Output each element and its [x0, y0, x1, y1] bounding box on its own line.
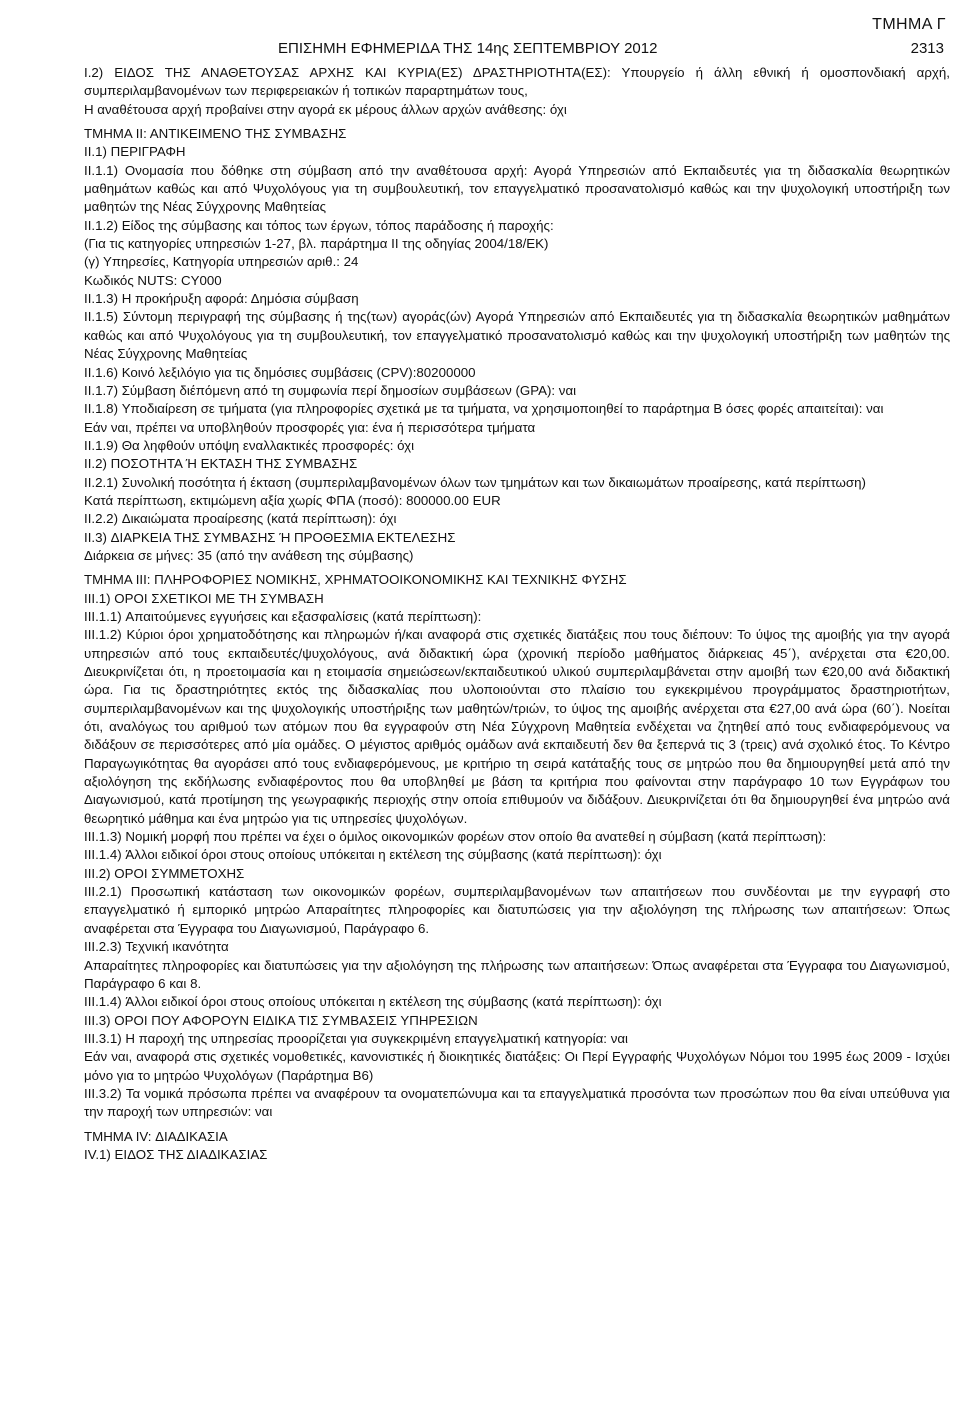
paragraph: II.1.2) Είδος της σύμβασης και τόπος των έργων, τόπος παράδοσης ή παροχής: [84, 217, 554, 233]
paragraph: II.3) ΔΙΑΡΚΕΙΑ ΤΗΣ ΣΥΜΒΑΣΗΣ Ή ΠΡΟΘΕΣΜΙΑ ΕΚΤΕΛΕΣΗΣ [84, 529, 456, 545]
paragraph: III.3.2) Τα νομικά πρόσωπα πρέπει να αναφέρουν τα ονοματεπώνυμα και τα επαγγελματικά προσόντα των προσώπων που θα είναι υπεύθυνα για την παροχή των υπηρεσιών: ναι [84, 1085, 950, 1120]
paragraph: I.2) ΕΙΔΟΣ ΤΗΣ ΑΝΑΘΕΤΟΥΣΑΣ ΑΡΧΗΣ ΚΑΙ ΚΥΡΙΑ(ΕΣ) ΔΡΑΣΤΗΡΙΟΤΗΤΑ(ΕΣ): Υπουργείο ή άλλη εθνική ή ομοσπονδιακή αρχή, συμπεριλαμβανομένων των περιφερειακών ή τοπικών παραρτημάτων τους, [84, 65, 950, 99]
paragraph: III.2.3) Τεχνική ικανότητα [84, 939, 229, 955]
section-label: ΤΜΗΜΑ Γ [872, 16, 946, 33]
paragraph: II.1.5) Σύντομη περιγραφή της σύμβασης ή της(των) αγοράς(ών) Αγορά Υπηρεσιών από Εκπαιδευτές για τη διδασκαλία θεωρητικών μαθημάτων καθώς και από Ψυχολόγους για τη συμβουλευτική, τον επαγγελματικό προσανατολισμό καθώς και την ψυχολογική υποστήριξη των μαθητών της Νέας Σύγχρονης Μαθητείας [84, 309, 950, 362]
paragraph: II.2) ΠΟΣΟΤΗΤΑ Ή ΕΚΤΑΣΗ ΤΗΣ ΣΥΜΒΑΣΗΣ [84, 456, 358, 472]
paragraph: III.1) ΟΡΟΙ ΣΧΕΤΙΚΟΙ ΜΕ ΤΗ ΣΥΜΒΑΣΗ [84, 590, 324, 606]
paragraph: III.3) ΟΡΟΙ ΠΟΥ ΑΦΟΡΟΥΝ ΕΙΔΙΚΑ ΤΙΣ ΣΥΜΒΑΣΕΙΣ ΥΠΗΡΕΣΙΩΝ [84, 1012, 478, 1028]
paragraph: II.1.7) Σύμβαση διέπόμενη από τη συμφωνία περί δημοσίων συμβάσεων (GPA): ναι [84, 382, 577, 398]
paragraph: III.2.1) Προσωπική κατάσταση των οικονομικών φορέων, συμπεριλαμβανομένων των απαιτήσεων που συνδέονται με την εγγραφή στο επαγγελματικό ή εμπορικό μητρώο Απαραίτητες πληροφορίες και διατυπώσεις για την αξιολόγηση της πλήρωσης των απαιτήσεων: Όπως αναφέρεται στα Έγγραφα του Διαγωνισμού, Παράγραφο 6. [84, 884, 950, 936]
paragraph: II.2.2) Δικαιώματα προαίρεσης (κατά περίπτωση): όχι [84, 511, 397, 527]
paragraph: Εάν ναι, πρέπει να υποβληθούν προσφορές για: ένα ή περισσότερα τμήματα [84, 419, 536, 435]
paragraph: III.1.4) Άλλοι ειδικοί όροι στους οποίους υπόκειται η εκτέλεση της σύμβασης (κατά περίπτωση): όχι [84, 994, 662, 1010]
journal-header: ΕΠΙΣΗΜΗ ΕΦΗΜΕΡΙΔΑ ΤΗΣ 14ης ΣΕΠΤΕΜΒΡΙΟΥ 2012 [278, 40, 658, 57]
paragraph: III.1.4) Άλλοι ειδικοί όροι στους οποίους υπόκειται η εκτέλεση της σύμβασης (κατά περίπτωση): όχι [84, 847, 662, 863]
paragraph: III.2) ΟΡΟΙ ΣΥΜΜΕΤΟΧΗΣ [84, 865, 245, 881]
paragraph: II.1.8) Υποδιαίρεση σε τμήματα (για πληροφορίες σχετικά με τα τμήματα, να χρησιμοποιηθεί το παράρτημα B όσες φορές απαιτείται): ναι [84, 401, 884, 417]
paragraph: Εάν ναι, αναφορά στις σχετικές νομοθετικές, κανονιστικές ή διοικητικές διατάξεις: Οι Περί Εγγραφής Ψυχολόγων Νόμοι του 1995 έως 2009 - Ισχύει μόνο για το μητρώο Ψυχολόγων (Παράρτημα Β6) [84, 1049, 950, 1083]
paragraph: III.1.1) Απαιτούμενες εγγυήσεις και εξασφαλίσεις (κατά περίπτωση): [84, 608, 482, 624]
document-body [84, 64, 950, 1164]
paragraph: Κωδικός NUTS: CY000 [84, 272, 222, 288]
paragraph: II.1) ΠΕΡΙΓΡΑΦΗ [84, 144, 186, 160]
paragraph: III.1.2) Κύριοι όροι χρηματοδότησης και πληρωμών ή/και αναφορά στις σχετικές διατάξεις που τους διέπουν: Το ύψος της αμοιβής για την αγορά υπηρεσιών από τους εκπαιδευτές/ψυχολόγους, ανά διδακτική ώρα (χρονική περίοδο μαθήματος διάρκειας 45΄), ανέρχεται στα €20,00. Διευκρινίζεται ότι, η προετοιμασία και η ετοιμασία σημειώσεων/εκπαιδευτικού υλικού συμπεριλαμβάνεται στην αμοιβή των €20,00 ανά διδακτική ώρα. Για τις δραστηριότητες εκτός της διδασκαλίας που υλοποιούνται στο πλαίσιο του εγκεκριμένου προγράμματος δραστηριοτήτων, συμπεριλαμβανομένων και της ψυχολογικής υποστήριξης των μαθητών/τριών, το ύψος της αμοιβής ανέρχεται στα €27,00 ανά ώρα (60΄). Νοείται ότι, αναλόγως του αριθμού των ατόμων που θα εγγραφούν στη Νέα Σύγχρονη Μαθητεία ενδέχεται να ζητηθεί από τους ενδιαφερόμενους να διδάξουν σε περισσότερες από μία ομάδες. Ο μέγιστος αριθμός ομάδων ανά εκπαιδευτή δεν θα ξεπερνά τις 3 (τρεις) ανά σχολικό έτος. Το Κέντρο Παραγωγικότητας θα αγοράσει από τους ενδιαφερόμενους, με κριτήριο τη σειρά κατάταξής τους σε μητρώο που θα δημιουργηθεί μετά από την αξιολόγηση της εκδήλωσης ενδιαφέροντος που θα υποβληθεί με βάση τα κριτήρια που φαίνονται στην παράγραφο 10 των Εγγράφων του Διαγωνισμού, κατά προτίμηση της γεωγραφικής περιοχής στην οποία επιθυμούν να διδάξουν. Διευκρινίζεται ότι θα δημιουργηθεί ένα μητρώο ανά θεωρητικό μάθημα και ένα μητρώο για τις υπηρεσίες ψυχολόγων. [84, 627, 950, 826]
paragraph: II.1.9) Θα ληφθούν υπόψη εναλλακτικές προσφορές: όχι [84, 437, 415, 453]
paragraph: II.2.1) Συνολική ποσότητα ή έκταση (συμπεριλαμβανομένων όλων των τμημάτων και των δικαιωμάτων προαίρεσης, κατά περίπτωση) [84, 474, 866, 490]
paragraph: Κατά περίπτωση, εκτιμώμενη αξία χωρίς ΦΠΑ (ποσό): 800000.00 EUR [84, 492, 501, 508]
paragraph: IV.1) ΕΙΔΟΣ ΤΗΣ ΔΙΑΔΙΚΑΣΙΑΣ [84, 1146, 268, 1162]
paragraph: Η αναθέτουσα αρχή προβαίνει στην αγορά εκ μέρους άλλων αρχών ανάθεσης: όχι [84, 101, 567, 117]
paragraph: II.1.6) Κοινό λεξιλόγιο για τις δημόσιες συμβάσεις (CPV):80200000 [84, 364, 476, 380]
section-heading: ΤΜΗΜΑ ΙΙ: ΑΝΤΙΚΕΙΜΕΝΟ ΤΗΣ ΣΥΜΒΑΣΗΣ [84, 126, 347, 142]
paragraph: III.1.3) Νομική μορφή που πρέπει να έχει ο όμιλος οικονομικών φορέων στον οποίο θα ανατεθεί η σύμβαση (κατά περίπτωση): [84, 829, 827, 845]
paragraph: (Για τις κατηγορίες υπηρεσιών 1-27, βλ. παράρτημα ΙΙ της οδηγίας 2004/18/ΕΚ) [84, 236, 549, 252]
paragraph: III.3.1) Η παροχή της υπηρεσίας προορίζεται για συγκεκριμένη επαγγελματική κατηγορία: ναι [84, 1030, 628, 1046]
paragraph: Απαραίτητες πληροφορίες και διατυπώσεις για την αξιολόγηση της πλήρωσης των απαιτήσεων: Όπως αναφέρεται στα Έγγραφα του Διαγωνισμού, Παράγραφο 6 και 8. [84, 957, 950, 991]
section-heading: ΤΜΗΜΑ IV: ΔΙΑΔΙΚΑΣΙΑ [84, 1128, 228, 1144]
paragraph: Διάρκεια σε μήνες: 35 (από την ανάθεση της σύμβασης) [84, 547, 414, 563]
paragraph: II.1.3) Η προκήρυξη αφορά: Δημόσια σύμβαση [84, 291, 359, 307]
section-heading: ΤΜΗΜΑ ΙΙΙ: ΠΛΗΡΟΦΟΡΙΕΣ ΝΟΜΙΚΗΣ, ΧΡΗΜΑΤΟΟΙΚΟΝΟΜΙΚΗΣ ΚΑΙ ΤΕΧΝΙΚΗΣ ΦΥΣΗΣ [84, 572, 627, 588]
page-number: 2313 [910, 40, 944, 57]
paragraph: (γ) Υπηρεσίες, Κατηγορία υπηρεσιών αριθ.: 24 [84, 254, 359, 270]
paragraph: II.1.1) Ονομασία που δόθηκε στη σύμβαση από την αναθέτουσα αρχή: Αγορά Υπηρεσιών από Εκπαιδευτές για τη διδασκαλία θεωρητικών μαθημάτων καθώς και από Ψυχολόγους για τη συμβουλευτική, τον επαγγελματικό προσανατολισμό καθώς και την ψυχολογική υποστήριξη των μαθητών της Νέας Σύγχρονης Μαθητείας [84, 162, 950, 215]
